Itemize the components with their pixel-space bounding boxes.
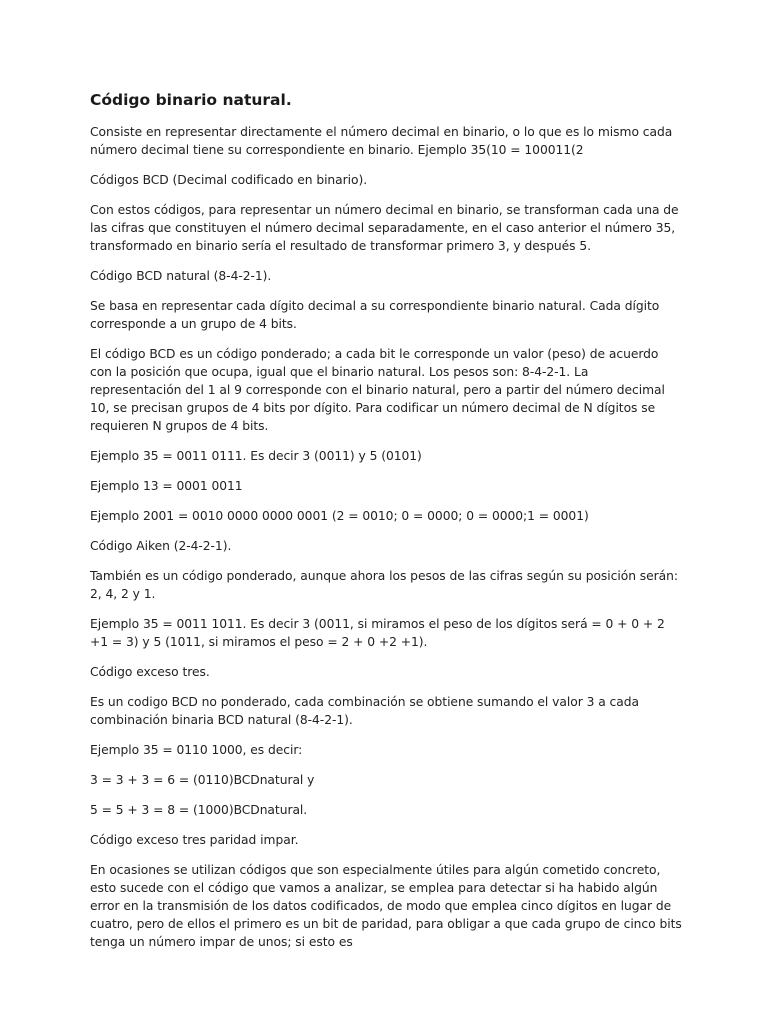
paragraph-bcd-ponderado: El código BCD es un código ponderado; a cada bit le corresponde un valor (peso) de acuerdo con la posición que ocupa, igual que el binario natural. Los pesos son: 8-4-2-1. La representación del 1 al 9 corresponde con el binario natural, pero a partir del número decimal 10, se precisan grupos de 4 bits por dígito. Para codificar un número decimal de N dígitos se requieren N grupos de 4 bits. — [90, 347, 665, 433]
paragraph-intro: Consiste en representar directamente el número decimal en binario, o lo que es lo mismo cada número decimal tiene su correspondiente en binario. Ejemplo 35(10 = 100011(2 — [90, 125, 673, 157]
heading-exceso-tres: Código exceso tres. — [90, 665, 210, 679]
example-exceso-5: 5 = 5 + 3 = 8 = (1000)BCDnatural. — [90, 803, 308, 817]
paragraph-exceso-tres-paridad: En ocasiones se utilizan códigos que son especialmente útiles para algún cometido concreto, esto sucede con el código que vamos a analizar, se emplea para detectar si ha habido algún error en la transmisión de los datos codificados, de modo que emplea cinco dígitos en lugar de cuatro, pero de ellos el primero es un bit de paridad, para obligar a que cada grupo de cinco bits tenga un número impar de unos; si esto es — [90, 863, 682, 949]
document-page — [90, 90, 682, 963]
example-13: Ejemplo 13 = 0001 0011 — [90, 479, 243, 493]
example-2001: Ejemplo 2001 = 0010 0000 0000 0001 (2 = 0010; 0 = 0000; 0 = 0000;1 = 0001) — [90, 509, 589, 523]
example-aiken-35: Ejemplo 35 = 0011 1011. Es decir 3 (0011, si miramos el peso de los dígitos será = 0 + 0 + 2 +1 = 3) y 5 (1011, si miramos el peso = 2 + 0 +2 +1). — [90, 617, 665, 649]
paragraph-aiken: También es un código ponderado, aunque ahora los pesos de las cifras según su posición serán: 2, 4, 2 y 1. — [90, 569, 679, 601]
paragraph-bcd: Con estos códigos, para representar un número decimal en binario, se transforman cada una de las cifras que constituyen el número decimal separadamente, en el caso anterior el número 35, transformado en binario sería el resultado de transformar primero 3, y después 5. — [90, 203, 679, 253]
heading-bcd-natural: Código BCD natural (8-4-2-1). — [90, 269, 272, 283]
paragraph-exceso-tres: Es un codigo BCD no ponderado, cada combinación se obtiene sumando el valor 3 a cada combinación binaria BCD natural (8-4-2-1). — [90, 695, 639, 727]
example-exceso-35: Ejemplo 35 = 0110 1000, es decir: — [90, 743, 303, 757]
heading-bcd: Códigos BCD (Decimal codificado en binario). — [90, 173, 368, 187]
paragraph-bcd-natural: Se basa en representar cada dígito decimal a su correspondiente binario natural. Cada dígito corresponde a un grupo de 4 bits. — [90, 299, 660, 331]
example-exceso-3: 3 = 3 + 3 = 6 = (0110)BCDnatural y — [90, 773, 315, 787]
example-35: Ejemplo 35 = 0011 0111. Es decir 3 (0011) y 5 (0101) — [90, 449, 422, 463]
document-title: Código binario natural. — [90, 91, 292, 109]
heading-exceso-tres-paridad: Código exceso tres paridad impar. — [90, 833, 299, 847]
heading-aiken: Código Aiken (2-4-2-1). — [90, 539, 232, 553]
